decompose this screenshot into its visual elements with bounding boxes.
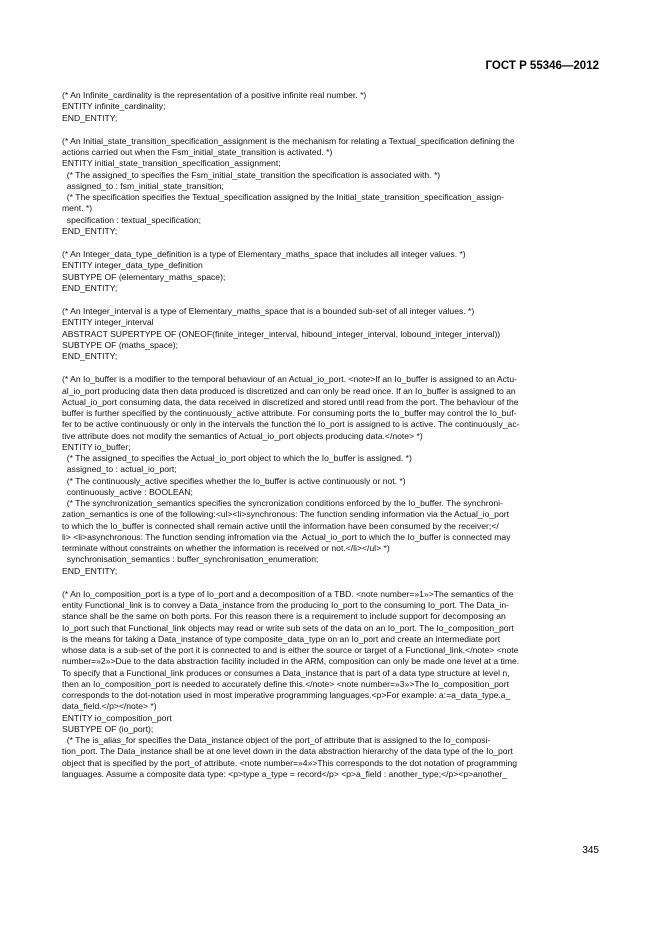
text-line: Io_port such that Functional_link objects may read or write sub sets of the data on an Io_port. The Io_composition_port <box>62 622 514 633</box>
text-line: END_ENTITY; <box>62 282 118 293</box>
text-line: (* An Integer_interval is a type of Elementary_maths_space that is a bounded sub-set of all integer values. *) <box>62 306 475 316</box>
text-line: to which the Io_buffer is connected shall remain active until the information have been consumed by the receiver;</ <box>62 520 499 531</box>
text-line: terminate without constraints on whether the information is received or not.</li></ul> *) <box>62 543 390 553</box>
text-line: (* The is_alias_for specifies the Data_instance object of the port_of attribute that is assigned to the Io_composi- <box>62 735 491 745</box>
text-line: entity Functional_link is to convey a Data_instance from the producing Io_port to the consuming Io_port. The Data_in- <box>62 600 509 610</box>
text-line: SUBTYPE OF (io_port); <box>62 723 154 734</box>
text-line: (* An Io_composition_port is a type of Io_port and a decomposition of a TBD. <note number=»1»>The semantics of the <box>62 588 514 599</box>
text-line: languages. Assume a composite data type: <p>type a_type = record</p> <p>a_field : another_type;</p><p>another_ <box>62 768 508 779</box>
text-line: corresponds to the dot-notation used in most imperative programming languages.<p>For example: a:=a_data_type.a_ <box>62 690 511 700</box>
text-line: END_ENTITY; <box>62 351 118 361</box>
text-line: object that is specified by the port_of attribute. <note number=»4»>This corresponds to the dot notation of programming <box>62 757 518 768</box>
text-line: assigned_to : actual_io_port; <box>62 464 177 475</box>
text-line: ENTITY io_composition_port <box>62 712 172 723</box>
text-line: synchronisation_semantics : buffer_synchronisation_enumeration; <box>62 554 319 565</box>
block-spacer <box>62 577 593 589</box>
text-line: (* The assigned_to specifies the Fsm_initial_state_transition the specification is associated with. *) <box>62 169 441 180</box>
text-line: SUBTYPE OF (maths_space); <box>62 339 179 350</box>
text-line: To specify that a Functional_link produces or consumes a Data_instance that is part of a data type structure at level n, <box>62 667 510 678</box>
entity-block <box>62 136 593 237</box>
text-line: ENTITY integer_data_type_definition <box>62 260 203 271</box>
text-line: END_ENTITY; <box>62 565 118 576</box>
text-line: data_field.</p></note> *) <box>62 701 157 712</box>
text-line: ABSTRACT SUPERTYPE OF (ONEOF(finite_integer_interval, hibound_integer_interval, lobound_integer_interval)) <box>62 328 501 339</box>
text-line: ENTITY infinite_cardinality; <box>62 101 166 112</box>
standard-header: ГОСТ Р 55346—2012 <box>485 60 599 72</box>
entity-block <box>62 90 593 124</box>
text-line: number=»2»>Due to the data abstraction facility included in the ARM, composition can only be made one level at a time. <box>62 656 520 667</box>
text-line: ENTITY integer_interval <box>62 317 154 328</box>
text-line: (* An Integer_data_type_definition is a type of Elementary_maths_space that includes all integer values. *) <box>62 249 466 259</box>
text-line: SUBTYPE OF (elementary_maths_space); <box>62 271 226 282</box>
text-line: then an Io_composition_port is needed to accurately define this.</note> <note number=»3»>The Io_composition_port <box>62 678 509 689</box>
text-line: al_io_port producing data then data produced is discretized and can only be read once. If an Io_buffer is assigned to an <box>62 385 516 396</box>
text-line: actions carried out when the Fsm_initial_state_transition is activated. *) <box>62 147 333 157</box>
text-line: Actual_io_port consuming data, the data received in discretized and stored until read from the port. The behaviour of the <box>62 396 519 407</box>
block-spacer <box>62 237 593 249</box>
text-line: fer to be active continuously or only in the intervals the function the Io_port is assigned to is active. The continuously_ac- <box>62 419 520 430</box>
text-line: (* An Initial_state_transition_specification_assignment is the mechanism for relating a Textual_specification defining the <box>62 135 515 146</box>
text-line: assigned_to : fsm_initial_state_transition; <box>62 180 224 191</box>
text-line: continuously_active : BOOLEAN; <box>62 486 193 497</box>
block-spacer <box>62 294 593 306</box>
text-line: tive attribute does not modify the semantics of Actual_io_port objects producing data.</note> *) <box>62 430 423 441</box>
entity-block <box>62 589 593 780</box>
text-line: zation_semantics is one of the following:<ul><li>synchronous: The function sending information via the Actual_io_port <box>62 509 509 520</box>
block-spacer <box>62 124 593 136</box>
text-line: buffer is further specified by the continuously_active attribute. For consuming ports the Io_buffer may control the Io_buf- <box>62 408 517 418</box>
text-line: (* The synchronization_semantics specifies the syncronization conditions enforced by the Io_buffer. The synchroni- <box>62 498 503 508</box>
text-line: (* The continuously_active specifies whether the Io_buffer is active continuously or not. *) <box>62 475 406 486</box>
block-spacer <box>62 362 593 374</box>
text-line: stance shall be the same on both ports. For this reason there is a requirement to include support for decomposing an <box>62 611 506 622</box>
text-line: is the means for taking a Data_instance of type composite_data_type on an Io_port and create an intermediate port <box>62 633 501 644</box>
page-number: 345 <box>582 845 599 856</box>
text-line: (* An Io_buffer is a modifier to the temporal behaviour of an Actual_io_port. <note>If an Io_buffer is assigned to an Actu- <box>62 374 517 385</box>
entity-block <box>62 249 593 294</box>
text-line: ENTITY io_buffer; <box>62 441 131 452</box>
text-line: whose data is a sub-set of the port it is connected to and is either the source or target of a Functional_link.</note> <note <box>62 645 519 655</box>
text-line: li> <li>asynchronous: The function sending infromation via the Actual_io_port to which the Io_buffer is connected may <box>62 531 511 542</box>
text-line: END_ENTITY; <box>62 225 118 236</box>
text-line: END_ENTITY; <box>62 112 118 123</box>
document-body <box>62 90 593 780</box>
text-line: ENTITY initial_state_transition_specification_assignment; <box>62 158 281 169</box>
text-line: (* The assigned_to specifies the Actual_io_port object to which the Io_buffer is assigned. *) <box>62 453 412 463</box>
entity-block <box>62 306 593 362</box>
text-line: specification : textual_specification; <box>62 214 202 225</box>
entity-block <box>62 374 593 577</box>
text-line: tion_port. The Data_instance shall be at one level down in the data abstraction hierarchy of the data type of the Io_port <box>62 746 513 757</box>
text-line: ment. *) <box>62 203 93 214</box>
text-line: (* An Infinite_cardinality is the representation of a positive infinite real number. *) <box>62 90 367 100</box>
text-line: (* The specification specifies the Textual_specification assigned by the Initial_state_transition_specification_assign- <box>62 192 505 202</box>
